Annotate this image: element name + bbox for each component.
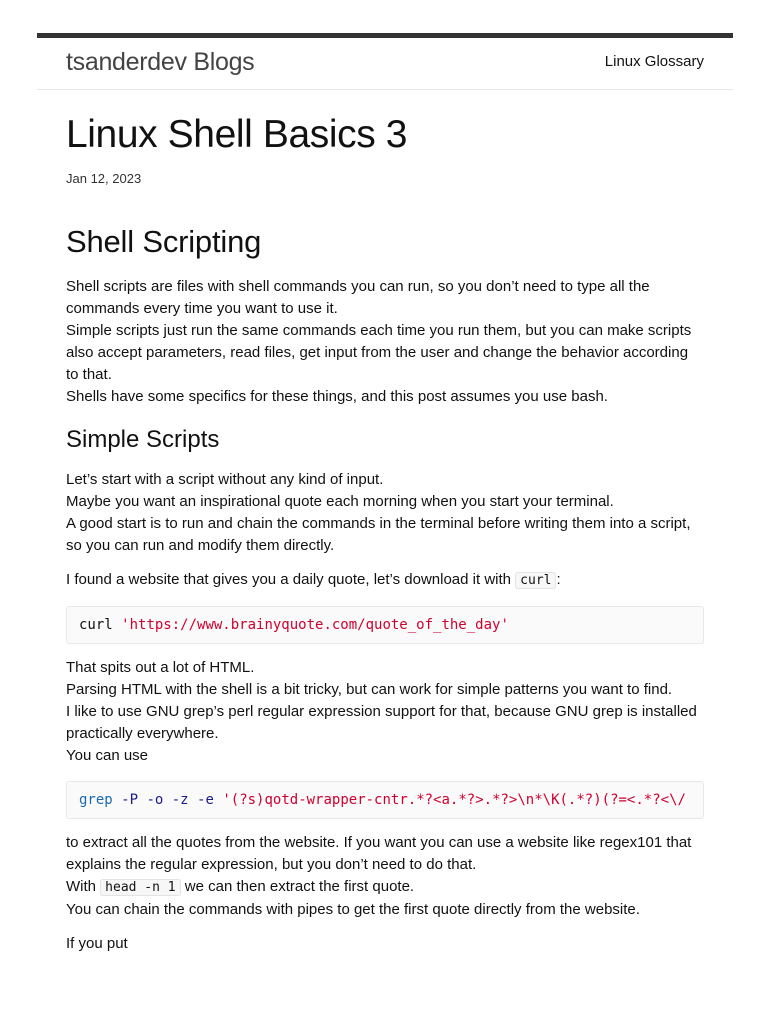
code-string: 'https://www.brainyquote.com/quote_of_the_day': [121, 617, 509, 633]
section-heading-simple-scripts: Simple Scripts: [66, 426, 220, 453]
inline-code-head: head -n 1: [100, 879, 180, 896]
text-line: That spits out a lot of HTML.: [66, 659, 255, 676]
section-heading-shell-scripting: Shell Scripting: [66, 224, 262, 259]
post-date: Jan 12, 2023: [66, 171, 142, 186]
site-title-link[interactable]: tsanderdev Blogs: [66, 48, 255, 76]
text-fragment: we can then extract the first quote.: [180, 878, 415, 895]
code-block-grep[interactable]: [66, 781, 704, 819]
text-fragment: I found a website that gives you a daily quote, let’s download it with: [66, 571, 516, 588]
extract-paragraph: [66, 832, 704, 921]
last-paragraph: If you put: [66, 935, 128, 952]
code-option: -o: [146, 792, 164, 808]
text-line: You can use: [66, 747, 149, 764]
code-option: -e: [197, 792, 214, 808]
article: [66, 108, 704, 955]
simple-scripts-paragraph: [66, 469, 704, 557]
website-paragraph: [66, 569, 704, 592]
text-line: to extract all the quotes from the website. If you want you can use a website like regex101 that explains the regular expression, but you don’t need to do that.: [66, 834, 692, 873]
header-divider: [37, 89, 733, 90]
text-line: Maybe you want an inspirational quote each morning when you start your terminal.: [66, 493, 614, 510]
text-line: A good start is to run and chain the commands in the terminal before writing them into a script, so you can run and modify them directly.: [66, 515, 691, 554]
intro-paragraph: [66, 276, 704, 408]
code-string: '(?s)qotd-wrapper-cntr.*?<a.*?>.*?>\n*\K(.*?)(?=<.*?<\/: [222, 792, 686, 808]
text-fragment: With: [66, 878, 101, 895]
page-title: Linux Shell Basics 3: [66, 113, 408, 156]
nav-link-linux-glossary[interactable]: Linux Glossary: [604, 53, 704, 70]
site-header: [0, 38, 768, 89]
html-paragraph: [66, 657, 704, 767]
code-command: grep: [79, 792, 113, 808]
code-option: -P: [121, 792, 139, 808]
text-line: I like to use GNU grep’s perl regular expression support for that, because GNU grep is installed practically everywhere.: [66, 703, 697, 742]
code-block-curl[interactable]: [66, 606, 704, 644]
text-line: Let’s start with a script without any kind of input.: [66, 471, 384, 488]
intro-line: Simple scripts just run the same commands each time you run them, but you can make scripts also accept parameters, read files, get input from the user and change the behavior according to that.: [66, 322, 692, 383]
code-command: curl: [79, 617, 113, 633]
text-fragment: :: [556, 571, 561, 588]
text-line: Parsing HTML with the shell is a bit tricky, but can work for simple patterns you want to find.: [66, 681, 673, 698]
intro-line: Shell scripts are files with shell commands you can run, so you don’t need to type all the commands every time you want to use it.: [66, 278, 650, 317]
code-option: -z: [171, 792, 189, 808]
text-line: You can chain the commands with pipes to get the first quote directly from the website.: [66, 901, 640, 918]
inline-code-curl: curl: [515, 572, 556, 589]
intro-line: Shells have some specifics for these things, and this post assumes you use bash.: [66, 388, 608, 405]
